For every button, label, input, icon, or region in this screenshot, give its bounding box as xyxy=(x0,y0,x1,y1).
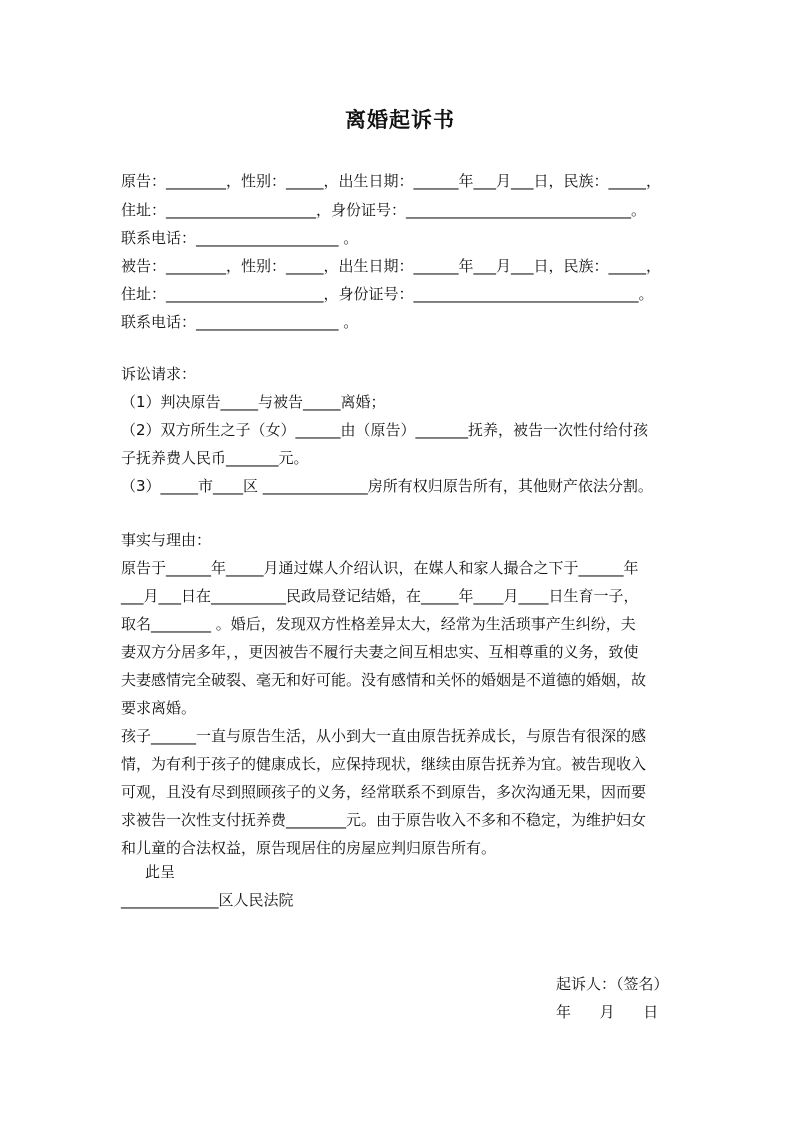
facts-paragraph-2-line-4: 求被告一次性支付抚养费________元。由于原告收入不多和不稳定，为维护妇女 xyxy=(121,811,647,829)
court-name: _____________区人民法院 xyxy=(121,891,294,909)
claims-heading: 诉讼请求： xyxy=(121,365,197,383)
claim-item-3: （3）_____市____区 ______________房所有权归原告所有，其他财产依法分割。 xyxy=(121,477,653,495)
facts-paragraph-2-line-1: 孩子______一直与原告生活，从小到大一直由原告抚养成长，与原告有很深的感 xyxy=(121,727,647,745)
submit-phrase: 此呈 xyxy=(145,863,176,881)
signature-date: 年 月 日 xyxy=(556,1003,659,1021)
claim-item-2: （2）双方所生之子（女）______由（原告）_______抚养，被告一次性付给付孩 xyxy=(121,421,649,439)
signer-label: 起诉人：（签名） xyxy=(556,975,669,993)
facts-paragraph-1-line-2: ___月___日在__________民政局登记结婚，在_____年____月____日生育一子， xyxy=(121,587,639,605)
facts-paragraph-2-line-3: 可观，且没有尽到照顾孩子的义务，经常联系不到原告，多次沟通无果，因而要 xyxy=(121,783,647,801)
facts-paragraph-1-line-1: 原告于______年_____月通过媒人介绍认识，在媒人和家人撮合之下于______年 xyxy=(121,559,639,577)
document-title: 离婚起诉书 xyxy=(345,108,455,132)
facts-paragraph-2-line-5: 和儿童的合法权益，原告现居住的房屋应判归原告所有。 xyxy=(121,839,497,857)
facts-paragraph-1-line-5: 夫妻感情完全破裂、毫无和好可能。没有感情和关怀的婚姻是不道德的婚姻，故 xyxy=(121,671,647,689)
facts-paragraph-1-line-4: 妻双方分居多年，，更因被告不履行夫妻之间互相忠实、互相尊重的义务，致使 xyxy=(121,643,639,661)
facts-paragraph-1-line-6: 要求离婚。 xyxy=(121,699,197,717)
facts-paragraph-2-line-2: 情，为有利于孩子的健康成长，应保持现状，继续由原告抚养为宜。被告现收入 xyxy=(121,755,647,773)
facts-heading: 事实与理由： xyxy=(121,531,212,549)
facts-paragraph-1-line-3: 取名________ 。婚后，发现双方性格差异太大，经常为生活琐事产生纠纷，夫 xyxy=(121,615,636,633)
defendant-line-2: 住址：_____________________，身份证号：______________________________。 xyxy=(121,285,654,303)
defendant-line-3: 联系电话：___________________ 。 xyxy=(121,313,359,331)
claim-item-2-cont: 子抚养费人民币_______元。 xyxy=(121,449,309,467)
plaintiff-line-1: 原告：________，性别：_____，出生日期：______年___月___日，民族：_____， xyxy=(121,172,662,190)
defendant-line-1: 被告：________，性别：_____，出生日期：______年___月___日，民族：_____， xyxy=(121,257,662,275)
claim-item-1: （1）判决原告_____与被告_____离婚； xyxy=(121,393,386,411)
plaintiff-line-3: 联系电话：___________________ 。 xyxy=(121,229,359,247)
plaintiff-line-2: 住址：____________________，身份证号：______________________________。 xyxy=(121,201,647,219)
